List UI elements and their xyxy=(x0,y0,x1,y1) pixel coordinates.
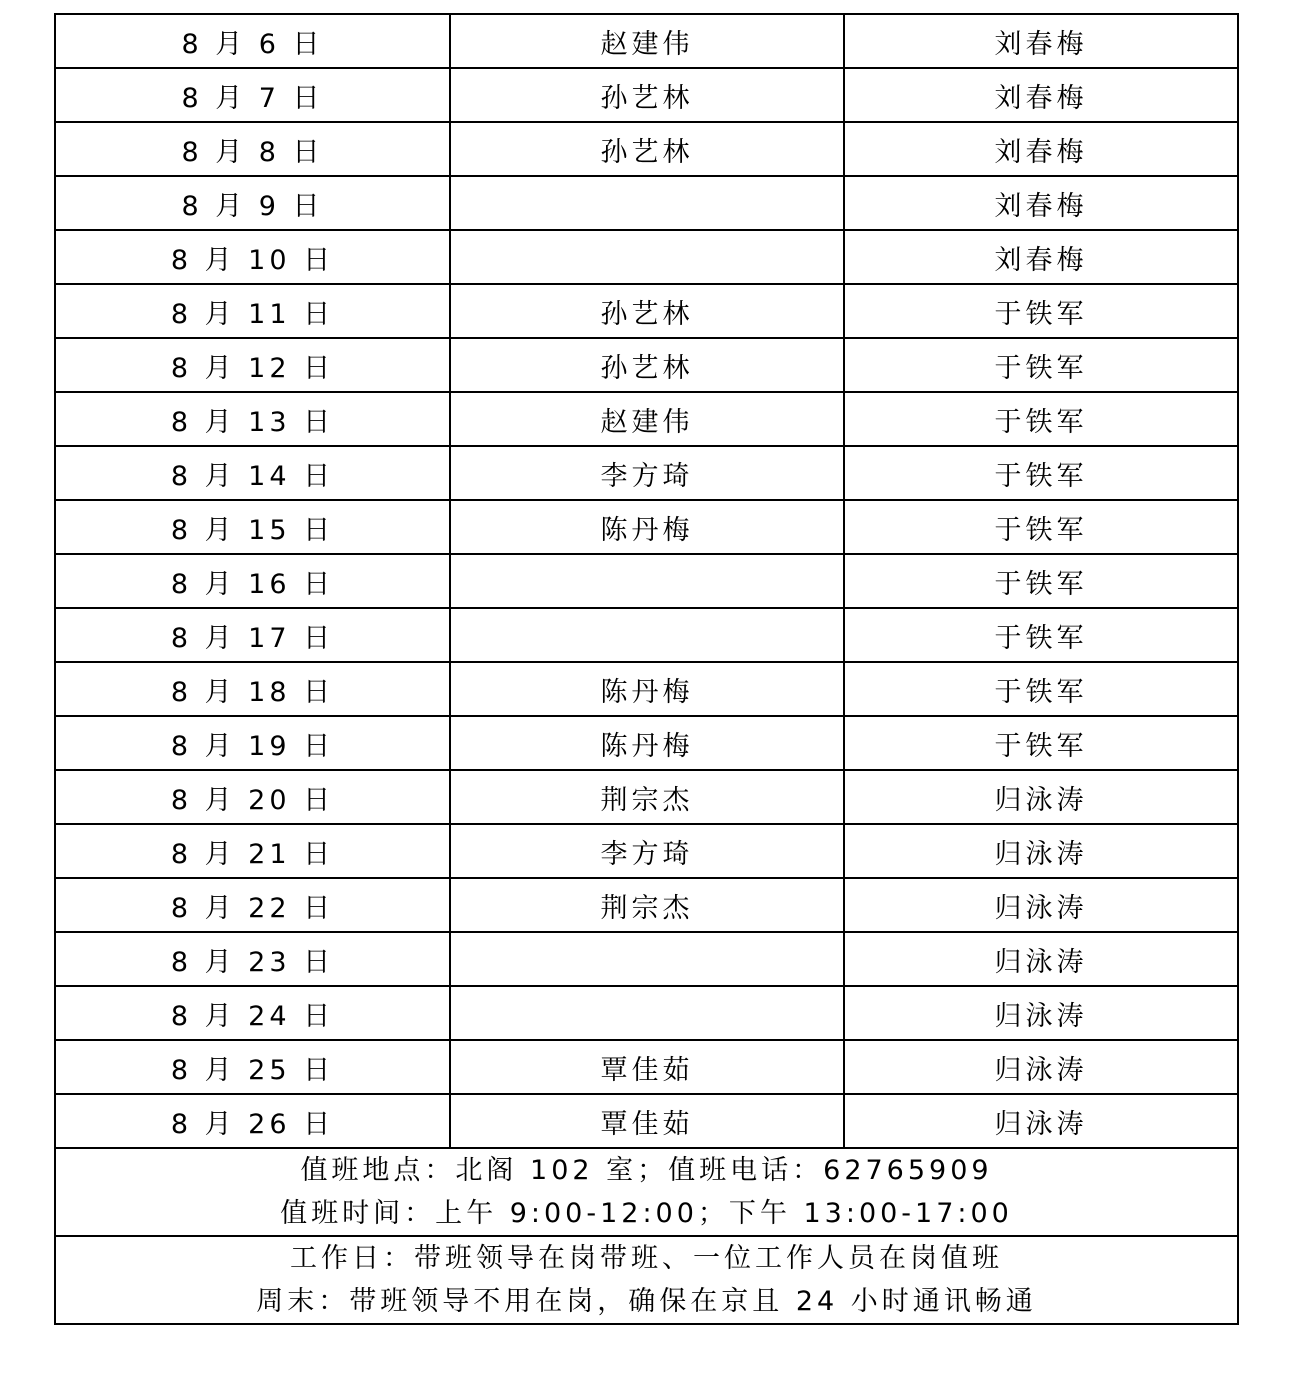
leader-cell: 刘春梅 xyxy=(844,14,1238,68)
leader-cell: 于铁军 xyxy=(844,662,1238,716)
table-row xyxy=(55,770,1238,824)
date-cell: 8 月 16 日 xyxy=(55,554,450,608)
staff-cell: 荆宗杰 xyxy=(450,878,844,932)
staff-cell: 赵建伟 xyxy=(450,14,844,68)
staff-cell: 覃佳茹 xyxy=(450,1040,844,1094)
duty-schedule-table xyxy=(54,13,1239,1325)
staff-cell: 赵建伟 xyxy=(450,392,844,446)
date-cell: 8 月 24 日 xyxy=(55,986,450,1040)
leader-cell: 于铁军 xyxy=(844,500,1238,554)
date-cell: 8 月 19 日 xyxy=(55,716,450,770)
leader-cell: 于铁军 xyxy=(844,608,1238,662)
schedule-body xyxy=(55,14,1238,1324)
leader-cell: 归泳涛 xyxy=(844,1040,1238,1094)
staff-cell xyxy=(450,932,844,986)
staff-cell xyxy=(450,608,844,662)
leader-cell: 于铁军 xyxy=(844,338,1238,392)
table-row xyxy=(55,1094,1238,1148)
date-cell: 8 月 13 日 xyxy=(55,392,450,446)
date-cell: 8 月 25 日 xyxy=(55,1040,450,1094)
staff-cell: 李方琦 xyxy=(450,824,844,878)
leader-cell: 归泳涛 xyxy=(844,770,1238,824)
staff-cell: 陈丹梅 xyxy=(450,662,844,716)
leader-cell: 归泳涛 xyxy=(844,986,1238,1040)
date-cell: 8 月 20 日 xyxy=(55,770,450,824)
leader-cell: 于铁军 xyxy=(844,554,1238,608)
duty-rules-cell xyxy=(55,1236,1238,1324)
date-cell: 8 月 10 日 xyxy=(55,230,450,284)
staff-cell: 陈丹梅 xyxy=(450,500,844,554)
leader-cell: 归泳涛 xyxy=(844,1094,1238,1148)
table-row xyxy=(55,176,1238,230)
leader-cell: 刘春梅 xyxy=(844,68,1238,122)
leader-cell: 刘春梅 xyxy=(844,122,1238,176)
leader-cell: 刘春梅 xyxy=(844,176,1238,230)
rules-row xyxy=(55,1236,1238,1324)
date-cell: 8 月 12 日 xyxy=(55,338,450,392)
leader-cell: 归泳涛 xyxy=(844,824,1238,878)
leader-cell: 于铁军 xyxy=(844,716,1238,770)
workday-rule-text: 工作日：带班领导在岗带班、一位工作人员在岗值班 xyxy=(290,1243,1003,1274)
duty-time-text: 值班时间：上午 9:00-12:00；下午 13:00-17:00 xyxy=(280,1198,1013,1229)
date-cell: 8 月 7 日 xyxy=(55,68,450,122)
duty-location-text: 值班地点：北阁 102 室；值班电话：62765909 xyxy=(300,1155,993,1186)
table-row xyxy=(55,554,1238,608)
staff-cell: 李方琦 xyxy=(450,446,844,500)
date-cell: 8 月 8 日 xyxy=(55,122,450,176)
staff-cell: 荆宗杰 xyxy=(450,770,844,824)
staff-cell xyxy=(450,230,844,284)
table-row xyxy=(55,392,1238,446)
table-row xyxy=(55,824,1238,878)
date-cell: 8 月 22 日 xyxy=(55,878,450,932)
table-row xyxy=(55,230,1238,284)
table-row xyxy=(55,122,1238,176)
staff-cell: 孙艺林 xyxy=(450,68,844,122)
staff-cell: 孙艺林 xyxy=(450,122,844,176)
table-row xyxy=(55,14,1238,68)
table-row xyxy=(55,500,1238,554)
leader-cell: 归泳涛 xyxy=(844,878,1238,932)
leader-cell: 归泳涛 xyxy=(844,932,1238,986)
table-row xyxy=(55,446,1238,500)
leader-cell: 于铁军 xyxy=(844,284,1238,338)
staff-cell xyxy=(450,554,844,608)
date-cell: 8 月 15 日 xyxy=(55,500,450,554)
table-row xyxy=(55,284,1238,338)
table-row xyxy=(55,932,1238,986)
date-cell: 8 月 23 日 xyxy=(55,932,450,986)
date-cell: 8 月 21 日 xyxy=(55,824,450,878)
info-row xyxy=(55,1148,1238,1236)
duty-info-cell xyxy=(55,1148,1238,1236)
date-cell: 8 月 14 日 xyxy=(55,446,450,500)
staff-cell: 孙艺林 xyxy=(450,284,844,338)
leader-cell: 于铁军 xyxy=(844,392,1238,446)
date-cell: 8 月 11 日 xyxy=(55,284,450,338)
weekend-rule-text: 周末：带班领导不用在岗，确保在京且 24 小时通讯畅通 xyxy=(256,1286,1037,1317)
date-cell: 8 月 17 日 xyxy=(55,608,450,662)
staff-cell: 陈丹梅 xyxy=(450,716,844,770)
staff-cell xyxy=(450,986,844,1040)
date-cell: 8 月 18 日 xyxy=(55,662,450,716)
leader-cell: 刘春梅 xyxy=(844,230,1238,284)
date-cell: 8 月 9 日 xyxy=(55,176,450,230)
table-row xyxy=(55,662,1238,716)
table-row xyxy=(55,878,1238,932)
staff-cell xyxy=(450,176,844,230)
leader-cell: 于铁军 xyxy=(844,446,1238,500)
date-cell: 8 月 26 日 xyxy=(55,1094,450,1148)
table-row xyxy=(55,68,1238,122)
table-row xyxy=(55,338,1238,392)
table-row xyxy=(55,608,1238,662)
date-cell: 8 月 6 日 xyxy=(55,14,450,68)
table-row xyxy=(55,716,1238,770)
staff-cell: 孙艺林 xyxy=(450,338,844,392)
staff-cell: 覃佳茹 xyxy=(450,1094,844,1148)
table-row xyxy=(55,1040,1238,1094)
table-row xyxy=(55,986,1238,1040)
